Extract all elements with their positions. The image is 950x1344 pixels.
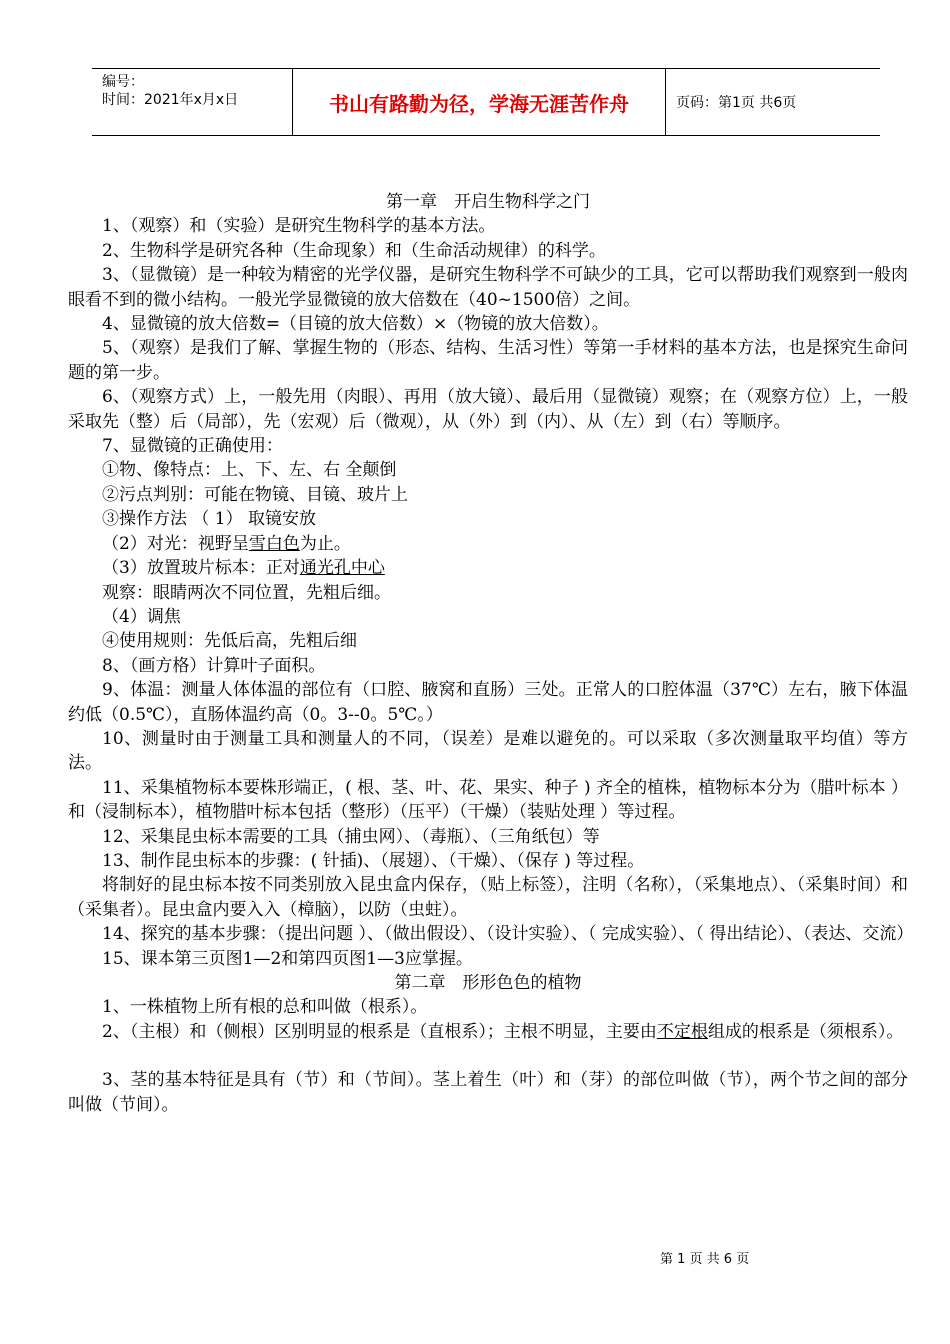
- document-body: [68, 190, 914, 1117]
- header-motto: 书山有路勤为径，学海无涯苦作舟: [293, 69, 666, 135]
- page-footer: 第 1 页 共 6 页: [660, 1252, 750, 1267]
- chapter-2-title: 第二章 形形色色的植物: [394, 973, 582, 993]
- text-span: 2、（主根）和（侧根）区别明显的根系是（直根系）；主根不明显，主要由: [102, 1021, 657, 1042]
- paragraph: 1、（观察）和（实验）是研究生物科学的基本方法。: [102, 216, 496, 237]
- paragraph: 11、采集植物标本要株形端正，( 根、茎、叶、花、果实、种子 ) 齐全的植株，植物标本分为（腊叶标本 ）和（浸制标本），植物腊叶标本包括（整形）（压平）（干燥）（装贴处理 ）等过程。: [68, 777, 908, 823]
- paragraph: 12、采集昆虫标本需要的工具（捕虫网）、（毒瓶）、（三角纸包）等: [102, 826, 600, 847]
- paragraph: 将制好的昆虫标本按不同类别放入昆虫盒内保存，（贴上标签），注明（名称），（采集地点）、（采集时间）和（采集者）。昆虫盒内要入入（樟脑），以防（虫蛀）。: [68, 875, 908, 920]
- text-span: 为止。: [299, 533, 351, 554]
- paragraph: 6、（观察方式）上，一般先用（肉眼）、再用（放大镜）、最后用（显微镜）观察；在（观察方位）上，一般采取先（整）后（局部），先（宏观）后（微观），从（外）到（内）、从（左）到（右）等顺序。: [68, 387, 908, 432]
- underlined-term: 通光孔中心: [299, 558, 385, 579]
- list-item: 观察：眼睛两次不同位置，先粗后细。: [102, 582, 391, 603]
- paragraph: 8、（画方格）计算叶子面积。: [102, 655, 326, 676]
- list-item: ③操作方法 （ 1） 取镜安放: [102, 509, 317, 530]
- paragraph: 9、体温：测量人体体温的部位有（口腔、腋窝和直肠）三处。正常人的口腔体温（37℃）左右，腋下体温约低（0.5℃），直肠体温约高（0。3--0。5℃。）: [68, 680, 908, 725]
- underlined-term: 不定根: [656, 1021, 708, 1042]
- paragraph: 2、生物科学是研究各种（生命现象）和（生命活动规律）的科学。: [102, 240, 606, 261]
- doc-time: 时间：2021年x月x日: [102, 92, 239, 108]
- list-item: [68, 532, 908, 556]
- list-item: [68, 556, 908, 580]
- blank-line: [68, 1044, 908, 1068]
- header-meta: [92, 69, 293, 135]
- header-page-info: 页码：第1页 共6页: [676, 95, 797, 111]
- chapter-1-title: 第一章 开启生物科学之门: [386, 192, 590, 212]
- paragraph: 13、制作昆虫标本的步骤：( 针插)、（展翅）、（干燥）、（保存 ) 等过程。: [102, 850, 645, 871]
- doc-number-label: 编号：: [102, 74, 144, 90]
- paragraph: 15、课本第三页图1—2和第四页图1—3应掌握。: [102, 948, 473, 969]
- paragraph: 5、（观察）是我们了解、掌握生物的（形态、结构、生活习性）等第一手材料的基本方法，也是探究生命问题的第一步。: [68, 338, 908, 383]
- paragraph: 1、一株植物上所有根的总和叫做（根系）。: [102, 997, 428, 1018]
- paragraph: 7、显微镜的正确使用：: [102, 436, 283, 457]
- list-item: ②污点判别：可能在物镜、目镜、玻片上: [102, 484, 408, 505]
- list-item: （4）调焦: [102, 606, 181, 627]
- list-item: ④使用规则：先低后高，先粗后细: [102, 631, 357, 652]
- page-header: [92, 68, 880, 136]
- paragraph: 3、茎的基本特征是具有（节）和（节间）。茎上着生（叶）和（芽）的部位叫做（节），两个节之间的部分叫做（节间）。: [68, 1070, 908, 1115]
- list-item: ①物、像特点：上、下、左、右 全颠倒: [102, 460, 397, 481]
- underlined-term: 雪白色: [248, 533, 300, 554]
- paragraph: 4、显微镜的放大倍数=（目镜的放大倍数）×（物镜的放大倍数）。: [102, 314, 609, 335]
- text-span: 组成的根系是（须根系）。: [707, 1021, 904, 1042]
- text-span: （2）对光：视野呈: [102, 533, 249, 554]
- paragraph: 3、（显微镜）是一种较为精密的光学仪器，是研究生物科学不可缺少的工具，它可以帮助我们观察到一般肉眼看不到的微小结构。一般光学显微镜的放大倍数在（40~1500倍）之间。: [68, 265, 908, 310]
- text-span: （3）放置玻片标本：正对: [102, 558, 300, 579]
- paragraph: 14、探究的基本步骤：（提出问题 ）、（做出假设）、（设计实验）、（ 完成实验）、（ 得出结论）、（表达、交流）: [102, 924, 914, 945]
- paragraph: [68, 1020, 908, 1044]
- paragraph: 10、测量时由于测量工具和测量人的不同，（误差）是难以避免的。可以采取（多次测量取平均值）等方法。: [68, 728, 908, 774]
